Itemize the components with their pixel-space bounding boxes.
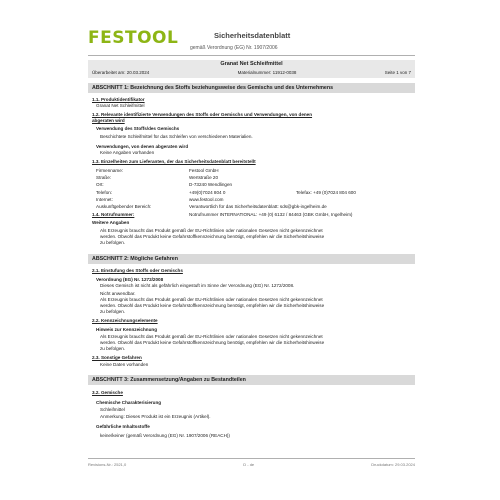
label-text: werden. Obwohl das Produkt keine Gefahrstoffkennzeichnung benötigt, empfehlen wir die Sicherheitshinweise bbox=[100, 340, 325, 345]
s22-title: 2.2. Kennzeichnungselemente bbox=[92, 318, 158, 323]
supplier-value: +49(0)7024 804 0 bbox=[189, 190, 226, 195]
s12-title-a: 1.2. Relevante identifizierte Verwendungen des Stoffs oder Gemischs und Verwendungen, von denen bbox=[92, 112, 313, 117]
s11-value: Granat Net Schleifmittel bbox=[96, 103, 145, 108]
section-1-heading: ABSCHNITT 1: Bezeichnung des Stoffs beziehungsweise des Gemischs und des Unternehmens bbox=[88, 83, 415, 93]
s23-value: Keine Daten vorhanden bbox=[100, 362, 149, 367]
section-3-heading: ABSCHNITT 3: Zusammensetzung/Angaben zu Bestandteilen bbox=[88, 375, 415, 385]
regulation-text: Dieses Gemisch ist nicht als gefährlich eingestuft im Sinne der Verordnung (EG) Nr. 1272/2008. bbox=[100, 283, 295, 288]
supplier-label: Straße: bbox=[96, 175, 112, 180]
document-subtitle: gemäß Verordnung (EG) Nr. 1907/2006 bbox=[190, 45, 278, 51]
s12-title-b: abgeraten wird bbox=[92, 118, 125, 123]
more-text: werden. Obwohl das Produkt keine Gefahrstoffkennzeichnung benötigt, empfehlen wir die Sicherheitshinweise bbox=[100, 234, 325, 239]
supplier-value: D-73240 Wendlingen bbox=[189, 182, 233, 187]
page-number: Seite 1 von 7 bbox=[384, 70, 411, 75]
document-title: Sicherheitsdatenblatt bbox=[214, 31, 291, 40]
supplier-value: www.festool.com bbox=[189, 197, 224, 202]
advised-label: Verwendungen, von denen abgeraten wird bbox=[96, 144, 189, 149]
advised-value: Keine Angaben vorhanden bbox=[100, 150, 155, 155]
regulation-note: werden. Obwohl das Produkt keine Gefahrstoffkennzeichnung benötigt, empfehlen wir die Sicherheitshinweise bbox=[100, 303, 325, 308]
use-label: Verwendung des Stoffs/des Gemischs bbox=[96, 126, 180, 131]
language-code: D - de bbox=[243, 462, 255, 467]
footer-divider bbox=[88, 458, 415, 459]
supplier-label: Firmenname: bbox=[96, 168, 124, 173]
revision-date: Überarbeitet am: 20.03.2024 bbox=[92, 70, 150, 75]
s11-title: 1.1. Produktidentifikator bbox=[92, 97, 145, 102]
print-date: Druckdatum: 29.03.2024 bbox=[371, 462, 415, 467]
s21-title: 2.1. Einstufung des Stoffs oder Gemischs bbox=[92, 268, 183, 273]
dangerous-value: keine/keiner (gemäß Verordnung (EG) Nr. 1907/2006 (REACH)) bbox=[100, 433, 230, 438]
product-band bbox=[88, 60, 415, 78]
s32-title: 3.2. Gemische bbox=[92, 390, 123, 395]
s14-label: 1.4. Notrufnummer: bbox=[92, 212, 135, 217]
chem-label: Chemische Charakterisierung bbox=[96, 400, 162, 405]
supplier-value: Festool GmbH bbox=[189, 168, 219, 173]
header-divider bbox=[88, 55, 415, 56]
more-text: Als Erzeugnis braucht das Produkt gemäß der EU-Richtlinien oder nationalen Gesetzen nicht gekennzeichnet bbox=[100, 228, 323, 233]
regulation-note: Als Erzeugnis braucht das Produkt gemäß der EU-Richtlinien oder nationalen Gesetzen nicht gekennzeichnet bbox=[100, 297, 323, 302]
remark: Anmerkung: Dieses Produkt ist ein Erzeugnis (Artikel). bbox=[100, 414, 211, 419]
supplier-label: Telefon: bbox=[96, 190, 113, 195]
use-value: Beschichtete Schleifmittel für das Schleifen von verschiedenen Materialien. bbox=[100, 134, 253, 139]
s23-title: 2.3. Sonstige Gefahren bbox=[92, 355, 142, 360]
festool-logo: FESTOOL bbox=[88, 28, 179, 48]
regulation-label: Verordnung (EG) Nr. 1272/2008 bbox=[96, 277, 164, 282]
not-applicable: Nicht anwendbar. bbox=[100, 291, 136, 296]
label-text: zu befolgen. bbox=[100, 346, 126, 351]
supplier-value: Verantwortlich für das Sicherheitsdatenblatt: sds@gbk-ingelheim.de bbox=[189, 204, 327, 209]
more-title: Weitere Angaben bbox=[92, 220, 130, 225]
footer bbox=[88, 462, 415, 467]
label-hint: Hinweis zur Kennzeichnung bbox=[96, 327, 157, 332]
chem-value: Schleifmittel bbox=[100, 407, 125, 412]
product-meta bbox=[92, 70, 411, 75]
supplier-label: Auskunftgebender Bereich: bbox=[96, 204, 152, 209]
supplier-label: Internet: bbox=[96, 197, 113, 202]
revision-number: Revisions-Nr.: 2521,0 bbox=[88, 462, 127, 467]
dangerous-label: Gefährliche Inhaltsstoffe bbox=[96, 424, 150, 429]
material-number: Materialnummer: 11912-0038 bbox=[237, 70, 297, 75]
s14-value: Notrufnummer INTERNATIONAL: +49 (0) 6132 / 84463 (GBK GmbH, Ingelheim) bbox=[189, 212, 353, 217]
supplier-value: Wertstraße 20 bbox=[189, 175, 219, 180]
s13-title: 1.3. Einzelheiten zum Lieferanten, der das Sicherheitsdatenblatt bereitstellt bbox=[92, 159, 256, 164]
product-name: Granat Net Schleifmittel bbox=[220, 61, 283, 67]
regulation-note: zu befolgen. bbox=[100, 309, 126, 314]
section-2-heading: ABSCHNITT 2: Mögliche Gefahren bbox=[88, 254, 415, 264]
supplier-label: Ort: bbox=[96, 182, 104, 187]
more-text: zu befolgen. bbox=[100, 240, 126, 245]
label-text: Als Erzeugnis braucht das Produkt gemäß der EU-Richtlinien oder nationalen Gesetzen nicht gekennzeichnet bbox=[100, 334, 323, 339]
fax-value: Telefax: +49 (0)7024 804 600 bbox=[296, 190, 356, 195]
